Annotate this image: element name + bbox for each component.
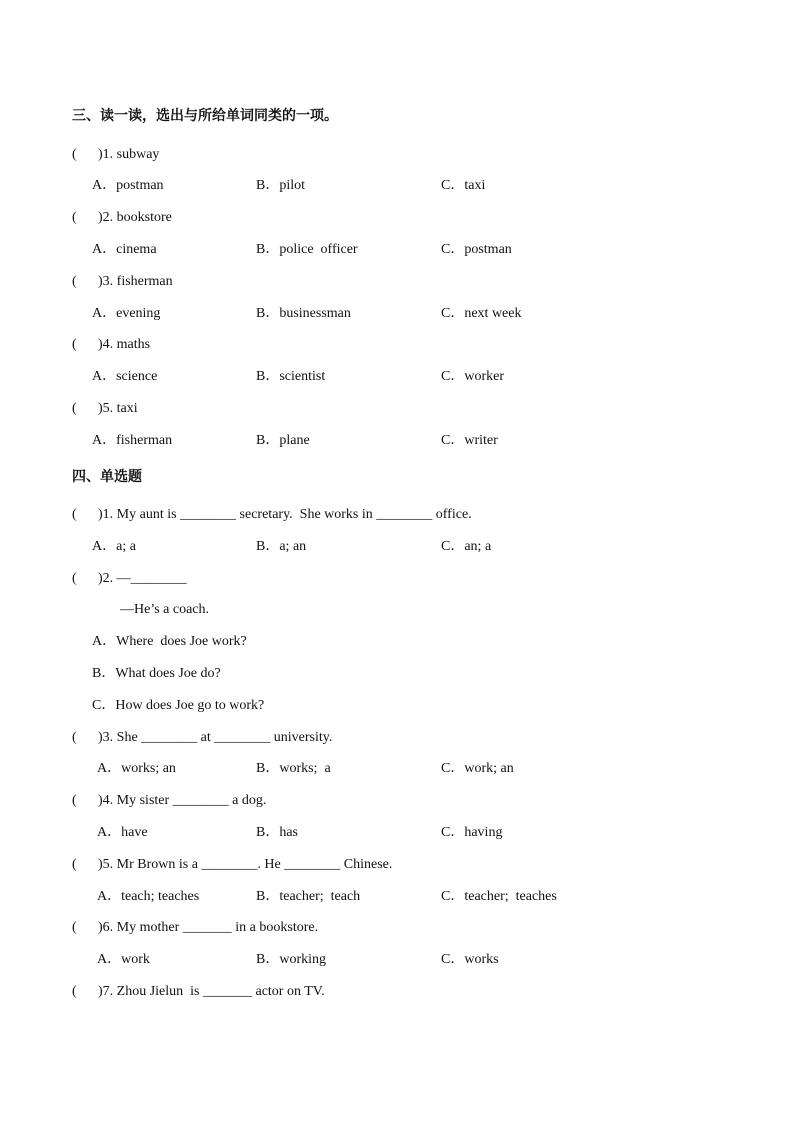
answer-paren[interactable]: ( [72, 274, 77, 289]
question-text: )4. maths [98, 337, 151, 352]
option-c: C．having [441, 825, 503, 840]
option-c: C．How does Joe go to work? [92, 698, 265, 713]
answer-paren[interactable]: ( [72, 857, 77, 872]
option-b: B．a; an [256, 539, 307, 554]
question-text: )2. —________ [98, 571, 187, 586]
answer-paren[interactable]: ( [72, 920, 77, 935]
question-stem [72, 273, 173, 291]
question-stem [72, 983, 325, 1001]
question-text: )1. My aunt is ________ secretary. She works in ________ office. [98, 507, 472, 522]
option-c: C．writer [441, 433, 498, 448]
question-stem [72, 729, 332, 747]
option-a: A．postman [92, 178, 164, 193]
option-c: C．postman [441, 242, 512, 257]
question-stem [72, 146, 159, 164]
answer-paren[interactable]: ( [72, 507, 77, 522]
answer-paren[interactable]: ( [72, 147, 77, 162]
answer-paren[interactable]: ( [72, 337, 77, 352]
option-c: C．worker [441, 369, 504, 384]
question-stem [72, 506, 472, 524]
option-b: B．businessman [256, 306, 351, 321]
question-text: )6. My mother _______ in a bookstore. [98, 920, 319, 935]
answer-paren[interactable]: ( [72, 210, 77, 225]
answer-paren[interactable]: ( [72, 984, 77, 999]
option-b: B．has [256, 825, 298, 840]
option-c: C．work; an [441, 761, 514, 776]
option-a: A．Where does Joe work? [92, 634, 247, 649]
option-c: C．teacher; teaches [441, 889, 557, 904]
option-a: A．science [92, 369, 158, 384]
question-stem [72, 792, 266, 810]
question-stem [72, 856, 392, 874]
option-c: C．taxi [441, 178, 486, 193]
dialogue-answer: —He’s a coach. [120, 602, 210, 617]
option-a: A．fisherman [92, 433, 173, 448]
question-stem [72, 336, 150, 354]
question-stem [72, 570, 187, 588]
option-a: A．cinema [92, 242, 157, 257]
option-b: B．plane [256, 433, 310, 448]
option-c: C．an; a [441, 539, 492, 554]
section-4-title: 四、单选题 [72, 470, 142, 485]
option-a: A．a; a [92, 539, 136, 554]
option-a: A．have [97, 825, 148, 840]
question-text: )4. My sister ________ a dog. [98, 793, 267, 808]
question-text: )5. Mr Brown is a ________. He ________ Chinese. [98, 857, 393, 872]
option-c: C．works [441, 952, 499, 967]
option-b: B．police officer [256, 242, 358, 257]
option-a: A．evening [92, 306, 161, 321]
question-text: )3. She ________ at ________ university. [98, 730, 333, 745]
question-stem [72, 919, 318, 937]
question-text: )3. fisherman [98, 274, 173, 289]
option-b: B．scientist [256, 369, 326, 384]
option-b: B．working [256, 952, 326, 967]
answer-paren[interactable]: ( [72, 730, 77, 745]
option-b: B．pilot [256, 178, 306, 193]
option-b: B．teacher; teach [256, 889, 361, 904]
option-b: B．What does Joe do? [92, 666, 221, 681]
question-stem [72, 400, 138, 418]
option-a: A．works; an [97, 761, 176, 776]
option-a: A．work [97, 952, 150, 967]
answer-paren[interactable]: ( [72, 793, 77, 808]
option-c: C．next week [441, 306, 522, 321]
question-text: )7. Zhou Jielun is _______ actor on TV. [98, 984, 325, 999]
option-b: B．works; a [256, 761, 331, 776]
answer-paren[interactable]: ( [72, 401, 77, 416]
section-3-title: 三、读一读，选出与所给单词同类的一项。 [72, 109, 338, 124]
answer-paren[interactable]: ( [72, 571, 77, 586]
question-text: )1. subway [98, 147, 160, 162]
question-text: )2. bookstore [98, 210, 172, 225]
question-text: )5. taxi [98, 401, 138, 416]
question-stem [72, 209, 172, 227]
option-a: A．teach; teaches [97, 889, 200, 904]
